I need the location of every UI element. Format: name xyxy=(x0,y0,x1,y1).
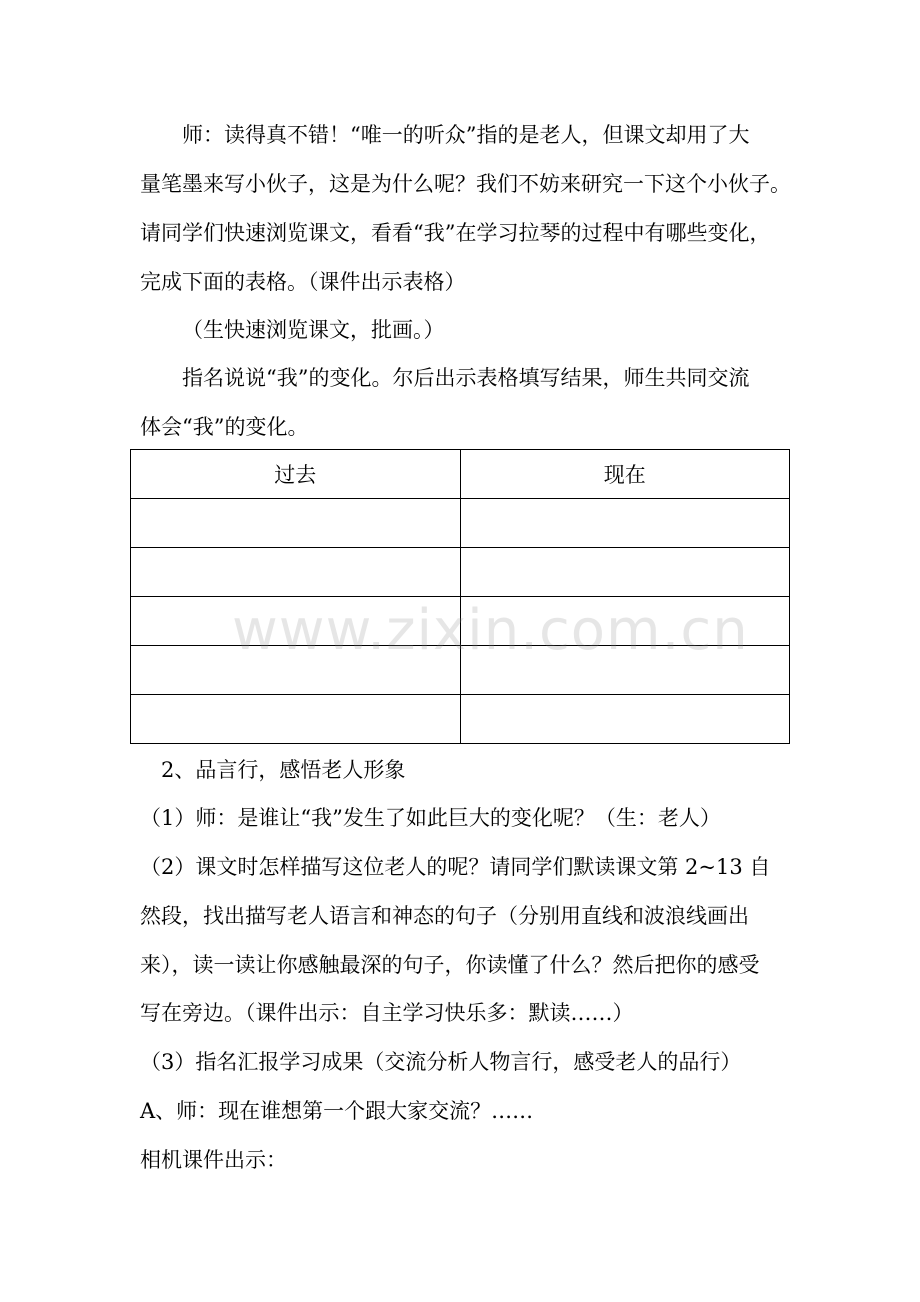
table-cell xyxy=(131,695,461,744)
paragraph-line: （生快速浏览课文，批画。） xyxy=(182,318,445,342)
section-heading: 2、品言行，感悟老人形象 xyxy=(161,758,406,782)
table-row xyxy=(131,597,790,646)
paragraph-line: 相机课件出示： xyxy=(140,1148,287,1172)
paragraph-line: （2）课文时怎样描写这位老人的呢？请同学们默读课文第 2~13 自 xyxy=(140,855,771,879)
table-row xyxy=(131,499,790,548)
paragraph-line: 量笔墨来写小伙子，这是为什么呢？我们不妨来研究一下这个小伙子。 xyxy=(140,172,791,196)
paragraph-line: 体会“我”的变化。 xyxy=(140,415,309,439)
table-row xyxy=(131,548,790,597)
table-header-past: 过去 xyxy=(131,450,461,499)
paragraph-line: 然段，找出描写老人语言和神态的句子（分别用直线和波浪线画出 xyxy=(140,904,749,928)
table-cell xyxy=(131,548,461,597)
table-cell xyxy=(460,597,790,646)
paragraph-line: （3）指名汇报学习成果（交流分析人物言行，感受老人的品行） xyxy=(140,1050,742,1074)
paragraph-line: 写在旁边。（课件出示：自主学习快乐多：默读……） xyxy=(140,1001,634,1025)
paragraph-line: 指名说说“我”的变化。尔后出示表格填写结果，师生共同交流 xyxy=(182,366,750,390)
table-row xyxy=(131,646,790,695)
table-cell xyxy=(131,499,461,548)
table-row xyxy=(131,695,790,744)
paragraph-line: 完成下面的表格。（课件出示表格） xyxy=(140,270,466,294)
table-cell xyxy=(131,646,461,695)
watermark: www.zixin.com.cn xyxy=(232,598,749,663)
paragraph-line: 请同学们快速浏览课文，看看“我”在学习拉琴的过程中有哪些变化， xyxy=(140,221,771,245)
paragraph-line: 来），读一读让你感触最深的句子，你读懂了什么？然后把你的感受 xyxy=(140,953,760,977)
table-cell xyxy=(460,646,790,695)
paragraph-line: 师：读得真不错！“唯一的听众”指的是老人，但课文却用了大 xyxy=(182,123,750,147)
table-cell xyxy=(131,597,461,646)
paragraph-line: （1）师：是谁让“我”发生了如此巨大的变化呢？（生：老人） xyxy=(140,806,721,830)
table-cell xyxy=(460,695,790,744)
table-header-now: 现在 xyxy=(460,450,790,499)
paragraph-line: A、师：现在谁想第一个跟大家交流？…… xyxy=(140,1099,534,1123)
table-cell xyxy=(460,499,790,548)
change-table xyxy=(130,449,790,744)
table-header-row xyxy=(131,450,790,499)
table-cell xyxy=(460,548,790,597)
